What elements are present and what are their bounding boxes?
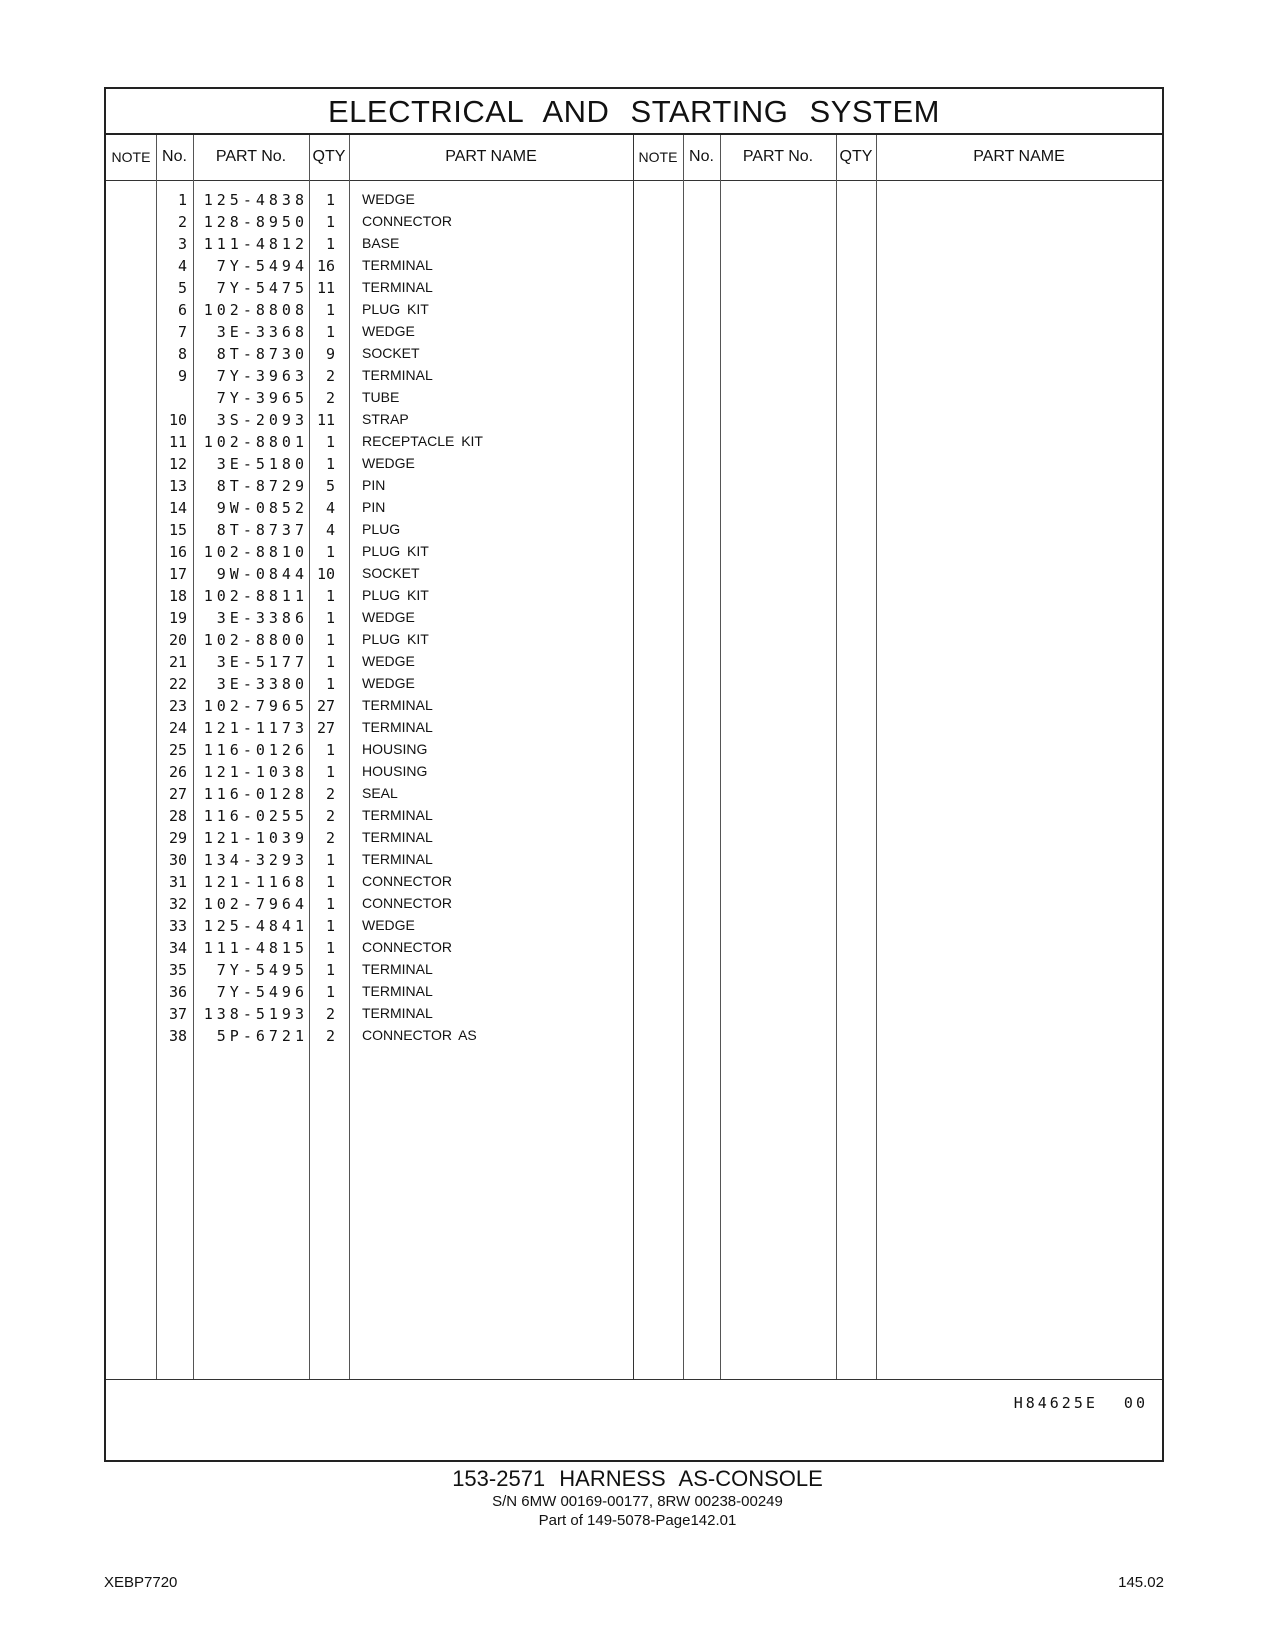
quantity: 1 (325, 741, 335, 759)
item-number: 10 (168, 411, 187, 429)
part-number: 121-1039 (203, 829, 308, 847)
table-row (106, 211, 1162, 233)
footer-rule (106, 1379, 1162, 1380)
part-number: 7Y-5475 (216, 279, 308, 297)
table-row (106, 475, 1162, 497)
part-name: TERMINAL (362, 983, 433, 999)
part-name: TERMINAL (362, 697, 433, 713)
table-row (106, 629, 1162, 651)
table-row (106, 1003, 1162, 1025)
serial-range: S/N 6MW 00169-00177, 8RW 00238-00249 (492, 1493, 783, 1510)
table-header (106, 135, 1162, 181)
part-name: WEDGE (362, 191, 415, 207)
header-qty-left: QTY (312, 148, 346, 165)
table-row (106, 673, 1162, 695)
table-row (106, 563, 1162, 585)
part-number: 7Y-3963 (216, 367, 308, 385)
quantity: 1 (325, 543, 335, 561)
item-number: 36 (168, 983, 187, 1001)
part-number: 102-8801 (203, 433, 308, 451)
item-number: 7 (177, 323, 187, 341)
item-number: 33 (168, 917, 187, 935)
table-row (106, 409, 1162, 431)
table-row (106, 497, 1162, 519)
part-number: 102-8810 (203, 543, 308, 561)
item-number: 28 (168, 807, 187, 825)
part-name: PLUG KIT (362, 631, 429, 647)
part-number: 116-0255 (203, 807, 308, 825)
quantity: 1 (325, 609, 335, 627)
item-number: 18 (168, 587, 187, 605)
item-number: 26 (168, 763, 187, 781)
quantity: 1 (325, 213, 335, 231)
item-number: 22 (168, 675, 187, 693)
part-number: 121-1038 (203, 763, 308, 781)
part-number: 102-8800 (203, 631, 308, 649)
part-number: 8T-8737 (216, 521, 308, 539)
quantity: 1 (325, 851, 335, 869)
quantity: 1 (325, 323, 335, 341)
part-number: 102-7965 (203, 697, 308, 715)
table-row (106, 651, 1162, 673)
quantity: 1 (325, 235, 335, 253)
part-number: 7Y-3965 (216, 389, 308, 407)
item-number: 35 (168, 961, 187, 979)
item-number: 16 (168, 543, 187, 561)
part-number: 102-8811 (203, 587, 308, 605)
header-qty-right: QTY (839, 148, 873, 165)
table-row (106, 519, 1162, 541)
part-name: WEDGE (362, 323, 415, 339)
table-row (106, 783, 1162, 805)
header-no-left: No. (162, 148, 187, 165)
quantity: 2 (325, 785, 335, 803)
table-row (106, 365, 1162, 387)
table-row (106, 387, 1162, 409)
table-row (106, 893, 1162, 915)
part-name: WEDGE (362, 653, 415, 669)
page-number: 145.02 (1118, 1574, 1164, 1591)
quantity: 9 (325, 345, 335, 363)
table-row (106, 959, 1162, 981)
quantity: 27 (316, 697, 335, 715)
item-number: 37 (168, 1005, 187, 1023)
item-number: 2 (177, 213, 187, 231)
item-number: 12 (168, 455, 187, 473)
part-number: 138-5193 (203, 1005, 308, 1023)
item-number: 24 (168, 719, 187, 737)
part-name: SOCKET (362, 345, 420, 361)
part-number: 9W-0852 (216, 499, 308, 517)
part-name: PLUG KIT (362, 587, 429, 603)
item-number: 1 (177, 191, 187, 209)
item-number: 31 (168, 873, 187, 891)
quantity: 1 (325, 983, 335, 1001)
item-number: 29 (168, 829, 187, 847)
table-row (106, 321, 1162, 343)
quantity: 1 (325, 939, 335, 957)
item-number: 34 (168, 939, 187, 957)
quantity: 1 (325, 587, 335, 605)
quantity: 11 (316, 279, 335, 297)
part-number: 116-0128 (203, 785, 308, 803)
quantity: 1 (325, 631, 335, 649)
part-number: 116-0126 (203, 741, 308, 759)
table-row (106, 695, 1162, 717)
table-row (106, 981, 1162, 1003)
item-number: 32 (168, 895, 187, 913)
header-note-left: NOTE (111, 149, 151, 165)
part-name: CONNECTOR (362, 873, 452, 889)
table-row (106, 189, 1162, 211)
part-number: 5P-6721 (216, 1027, 308, 1045)
quantity: 1 (325, 433, 335, 451)
table-row (106, 431, 1162, 453)
quantity: 4 (325, 499, 335, 517)
header-part-no-left: PART No. (215, 148, 287, 165)
table-row (106, 739, 1162, 761)
part-number: 8T-8729 (216, 477, 308, 495)
quantity: 1 (325, 873, 335, 891)
quantity: 4 (325, 521, 335, 539)
part-name: CONNECTOR (362, 895, 452, 911)
quantity: 2 (325, 807, 335, 825)
part-name: CONNECTOR (362, 939, 452, 955)
table-row (106, 541, 1162, 563)
item-number: 8 (177, 345, 187, 363)
part-number: 3E-3368 (216, 323, 308, 341)
part-number: 3E-5177 (216, 653, 308, 671)
quantity: 27 (316, 719, 335, 737)
part-name: HOUSING (362, 741, 428, 757)
table-row (106, 343, 1162, 365)
part-number: 102-8808 (203, 301, 308, 319)
quantity: 10 (316, 565, 335, 583)
parts-list-frame (104, 87, 1164, 1462)
table-row (106, 277, 1162, 299)
part-number: 3E-3386 (216, 609, 308, 627)
part-name: TERMINAL (362, 257, 433, 273)
item-number: 9 (177, 367, 187, 385)
part-name: STRAP (362, 411, 409, 427)
header-note-right: NOTE (638, 149, 678, 165)
part-name: PIN (362, 499, 386, 515)
part-name: CONNECTOR (362, 213, 452, 229)
part-name: TERMINAL (362, 1005, 433, 1021)
quantity: 1 (325, 917, 335, 935)
table-row (106, 233, 1162, 255)
part-number: 7Y-5494 (216, 257, 308, 275)
part-number: 8T-8730 (216, 345, 308, 363)
part-number: 9W-0844 (216, 565, 308, 583)
quantity: 1 (325, 961, 335, 979)
table-row (106, 585, 1162, 607)
quantity: 1 (325, 653, 335, 671)
part-name: TERMINAL (362, 851, 433, 867)
part-name: PIN (362, 477, 386, 493)
assembly-title: 153-2571 HARNESS AS-CONSOLE (452, 1466, 823, 1491)
item-number: 27 (168, 785, 187, 803)
item-number: 19 (168, 609, 187, 627)
part-name: WEDGE (362, 917, 415, 933)
item-number: 25 (168, 741, 187, 759)
quantity: 2 (325, 1005, 335, 1023)
page-title: ELECTRICAL AND STARTING SYSTEM (106, 89, 1162, 135)
part-number: 111-4812 (203, 235, 308, 253)
part-name: TUBE (362, 389, 400, 405)
item-number: 30 (168, 851, 187, 869)
part-name: TERMINAL (362, 829, 433, 845)
item-number: 38 (168, 1027, 187, 1045)
part-name: WEDGE (362, 675, 415, 691)
quantity: 1 (325, 675, 335, 693)
part-name: BASE (362, 235, 400, 251)
table-row (106, 607, 1162, 629)
item-number: 15 (168, 521, 187, 539)
part-name: PLUG KIT (362, 301, 429, 317)
part-name: CONNECTOR AS (362, 1027, 477, 1043)
quantity: 1 (325, 191, 335, 209)
part-name: TERMINAL (362, 279, 433, 295)
quantity: 1 (325, 763, 335, 781)
item-number: 5 (177, 279, 187, 297)
part-number: 7Y-5495 (216, 961, 308, 979)
table-row (106, 299, 1162, 321)
quantity: 1 (325, 455, 335, 473)
part-name: SOCKET (362, 565, 420, 581)
parent-reference: Part of 149-5078-Page142.01 (538, 1512, 737, 1529)
part-number: 125-4838 (203, 191, 308, 209)
part-name: TERMINAL (362, 807, 433, 823)
item-number: 17 (168, 565, 187, 583)
quantity: 1 (325, 895, 335, 913)
quantity: 2 (325, 1027, 335, 1045)
part-name: PLUG (362, 521, 401, 537)
table-row (106, 827, 1162, 849)
header-part-no-right: PART No. (742, 148, 814, 165)
part-name: PLUG KIT (362, 543, 429, 559)
header-part-name-left: PART NAME (445, 148, 537, 165)
quantity: 11 (316, 411, 335, 429)
table-row (106, 1025, 1162, 1047)
part-name: SEAL (362, 785, 398, 801)
part-name: HOUSING (362, 763, 428, 779)
item-number: 21 (168, 653, 187, 671)
part-number: 111-4815 (203, 939, 308, 957)
item-number: 20 (168, 631, 187, 649)
table-row (106, 937, 1162, 959)
table-row (106, 255, 1162, 277)
part-number: 128-8950 (203, 213, 308, 231)
item-number: 23 (168, 697, 187, 715)
table-row (106, 915, 1162, 937)
quantity: 5 (325, 477, 335, 495)
part-name: TERMINAL (362, 367, 433, 383)
illustration-code: H84625E 00 (1013, 1394, 1148, 1412)
item-number: 4 (177, 257, 187, 275)
quantity: 2 (325, 367, 335, 385)
header-part-name-right: PART NAME (973, 148, 1065, 165)
part-number: 7Y-5496 (216, 983, 308, 1001)
item-number: 3 (177, 235, 187, 253)
part-number: 121-1168 (203, 873, 308, 891)
table-row (106, 717, 1162, 739)
quantity: 2 (325, 389, 335, 407)
part-number: 3E-5180 (216, 455, 308, 473)
header-no-right: No. (689, 148, 714, 165)
part-name: WEDGE (362, 455, 415, 471)
quantity: 1 (325, 301, 335, 319)
table-row (106, 871, 1162, 893)
table-row (106, 453, 1162, 475)
part-name: TERMINAL (362, 719, 433, 735)
quantity: 2 (325, 829, 335, 847)
part-number: 134-3293 (203, 851, 308, 869)
table-row (106, 761, 1162, 783)
part-number: 3S-2093 (216, 411, 308, 429)
item-number: 6 (177, 301, 187, 319)
item-number: 13 (168, 477, 187, 495)
part-name: RECEPTACLE KIT (362, 433, 483, 449)
part-name: WEDGE (362, 609, 415, 625)
part-number: 102-7964 (203, 895, 308, 913)
part-number: 125-4841 (203, 917, 308, 935)
table-row (106, 805, 1162, 827)
part-name: TERMINAL (362, 961, 433, 977)
quantity: 16 (316, 257, 335, 275)
item-number: 14 (168, 499, 187, 517)
item-number: 11 (168, 433, 187, 451)
part-number: 121-1173 (203, 719, 308, 737)
table-row (106, 849, 1162, 871)
document-id: XEBP7720 (104, 1574, 178, 1591)
part-number: 3E-3380 (216, 675, 308, 693)
